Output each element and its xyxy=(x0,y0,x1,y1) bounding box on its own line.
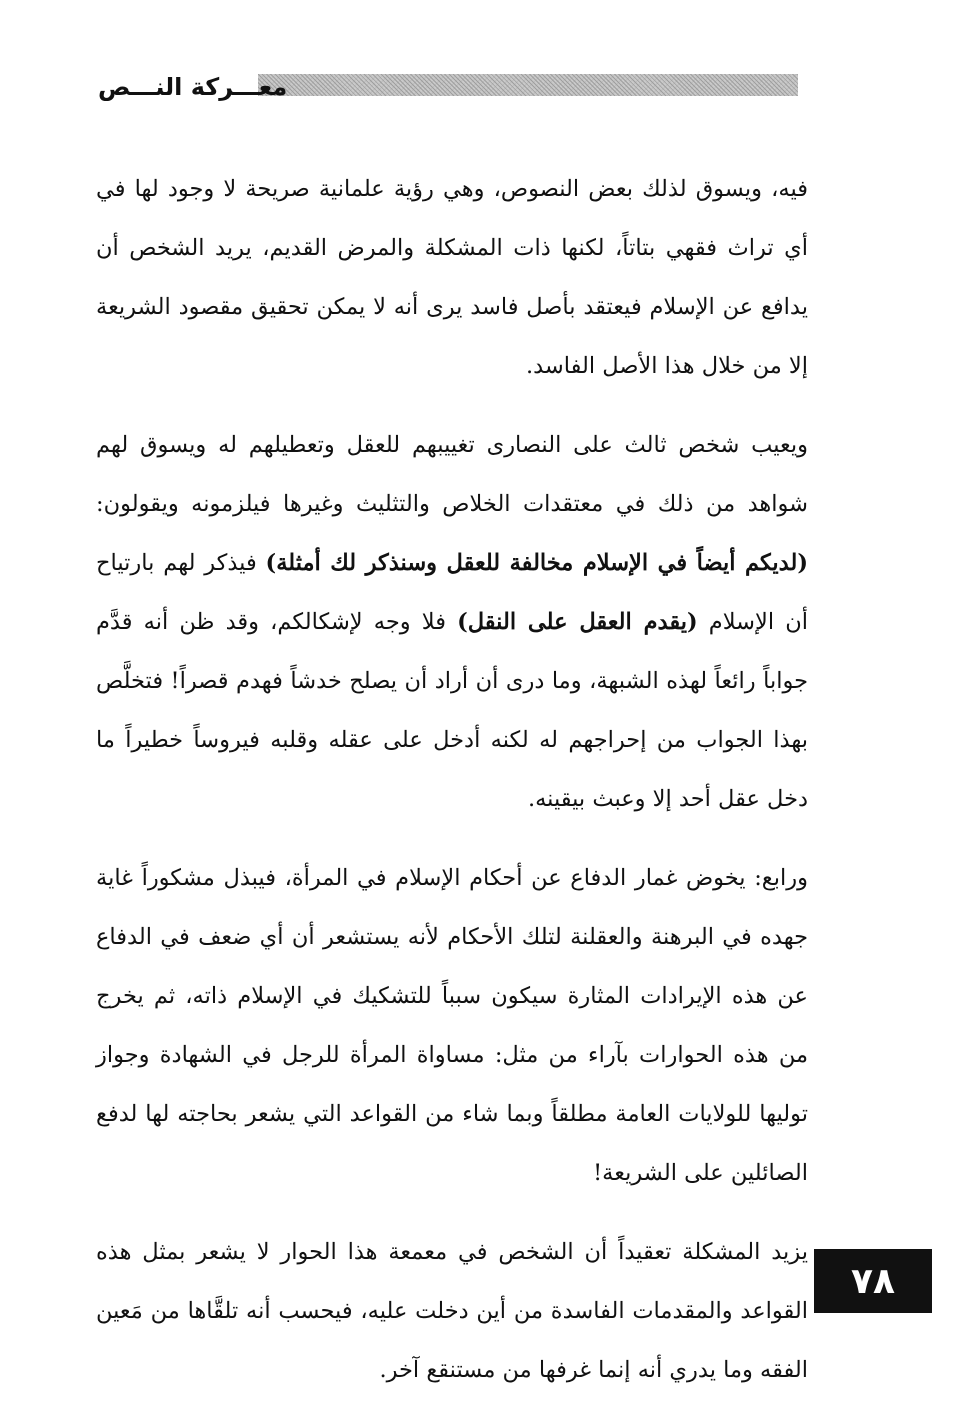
paragraph-2-text-b: فيذكر لهم بارتياح أن الإسلام xyxy=(96,550,808,635)
book-title: معـــركة النـــص xyxy=(98,73,288,101)
page-number-badge: ٧٨ xyxy=(814,1249,932,1313)
running-header xyxy=(98,70,798,114)
paragraph-3: ورابع: يخوض غمار الدفاع عن أحكام الإسلام في المرأة، فيبذل مشكوراً غاية جهده في البرهنة والعقلنة لتلك الأحكام لأنه يستشعر أن أي ضعف في الدفاع عن هذه الإيرادات المثارة سيكون سبباً للتشكيك في الإسلام ذاته، ثم يخرج من هذه الحوارات بآراء من مثل: مساواة المرأة للرجل في الشهادة وجواز توليها للولايات العامة مطلقاً وبما شاء من القواعد التي يشعر بحاجته لها لدفع الصائلين على الشريعة! xyxy=(96,865,808,1186)
paragraph-2 xyxy=(96,416,808,829)
paragraph-2-text-c: فلا وجه لإشكالكم، وقد ظن أنه قدَّم جواباً رائعاً لهذه الشبهة، وما درى أن أراد أن يصلح خدشاً فهدم قصراً! فتخلَّص بهذا الجواب من إحراجهم له لكنه أدخل على عقله وقلبه فيروساً خطيراً ما دخل عقل أحد إلا وعبث بيقينه. xyxy=(96,609,808,812)
paragraph-2-quote-1: (لديكم أيضاً في الإسلام مخالفة للعقل وسنذكر لك أمثلة) xyxy=(265,550,808,576)
paragraph-1: فيه، ويسوق لذلك بعض النصوص، وهي رؤية علمانية صريحة لا وجود لها في أي تراث فقهي بتاتاً، لكنها ذات المشكلة والمرض القديم، يريد الشخص أن يدافع عن الإسلام فيعتقد بأصل فاسد يرى أنه لا يمكن تحقيق مقصود الشريعة إلا من خلال هذا الأصل الفاسد. xyxy=(96,176,808,379)
page-body xyxy=(96,160,808,1420)
paragraph-2-quote-2: (يقدم العقل على النقل) xyxy=(457,609,698,635)
paragraph-4: يزيد المشكلة تعقيداً أن الشخص في معمعة هذا الحوار لا يشعر بمثل هذه القواعد والمقدمات الفاسدة من أين دخلت عليه، فيحسب أنه تلقَّاها من مَعين الفقه وما يدري أنه إنما غرفها من مستنقع آخر. xyxy=(96,1239,808,1383)
paragraph-2-text-a: ويعيب شخص ثالث على النصارى تغييبهم للعقل وتعطيلهم له ويسوق لهم شواهد من ذلك في معتقدات الخلاص والتثليث وغيرها فيلزمونه ويقولون: xyxy=(96,432,808,517)
header-decorative-bar xyxy=(258,74,798,96)
